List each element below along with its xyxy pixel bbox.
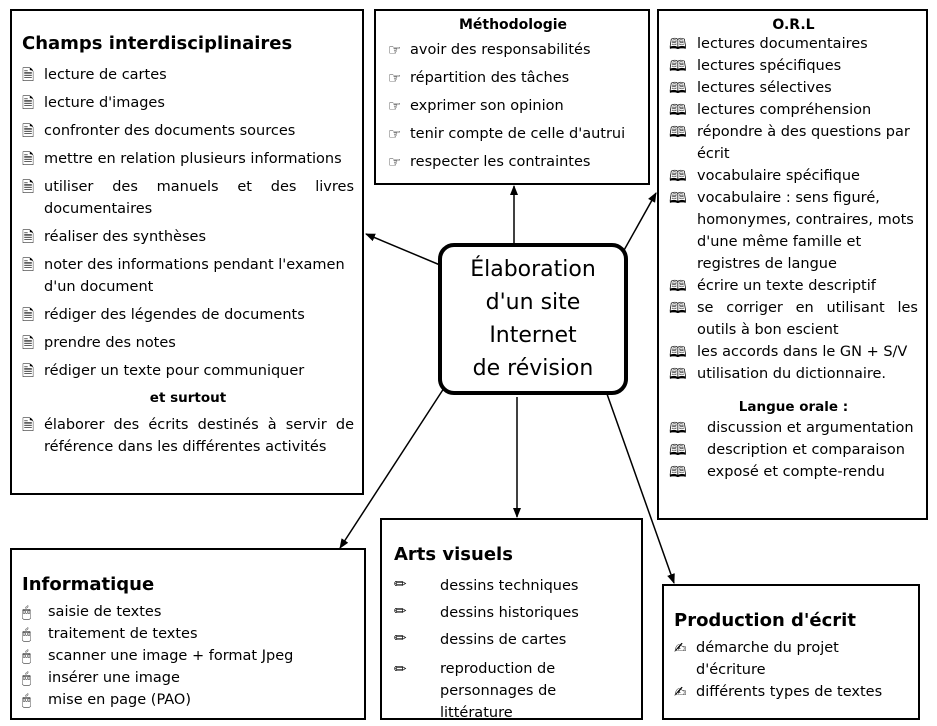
pencil-icon: ✏	[394, 660, 407, 678]
open-book-icon: 🕮	[669, 463, 687, 481]
list-item: 🕮 description et comparaison	[669, 441, 905, 459]
open-book-icon: 🕮	[669, 365, 687, 383]
pencil-icon: ✏	[394, 629, 407, 647]
prod-list	[674, 637, 910, 703]
list-item: ✏ dessins historiques	[394, 602, 579, 621]
document-icon: 🗎	[22, 178, 35, 196]
open-book-icon: 🕮	[669, 101, 687, 119]
arts-title: Arts visuels	[394, 544, 513, 565]
list-item: ✏ dessins techniques	[394, 575, 579, 594]
list-item: 🕮 lectures compréhension	[669, 101, 872, 119]
mouse-icon: 🖱	[22, 625, 32, 643]
pointing-hand-icon: ☞	[388, 69, 402, 87]
list-item: 🗎 rédiger des légendes de documents	[22, 306, 305, 324]
list-item: 🕮 écrire un texte descriptif	[669, 277, 876, 295]
list-item: 🖱 mise en page (PAO)	[22, 691, 191, 709]
arts-list	[394, 573, 631, 724]
document-icon: 🗎	[22, 122, 35, 140]
list-item: ☞ avoir des responsabilités	[388, 41, 591, 59]
open-book-icon: 🕮	[669, 419, 687, 437]
informatique-box	[10, 548, 366, 720]
pencil-icon: ✏	[394, 575, 407, 593]
open-book-icon: 🕮	[669, 35, 687, 53]
champs-extra-list	[22, 414, 354, 458]
pencil-icon: ✏	[394, 602, 407, 620]
list-item: ✍ démarche du projet d'écriture	[674, 639, 839, 678]
center-node	[438, 243, 628, 395]
methodologie-box	[374, 9, 650, 185]
list-item: 🗎 rédiger un texte pour communiquer	[22, 362, 305, 380]
pointing-hand-icon: ☞	[388, 41, 402, 59]
document-icon: 🗎	[22, 362, 35, 380]
open-book-icon: 🕮	[669, 123, 687, 141]
list-item: 🗎 élaborer des écrits destinés à servir de référence dans les différentes activités	[22, 416, 354, 455]
list-item: ✏ dessins de cartes	[394, 629, 567, 648]
list-item: 🖱 insérer une image	[22, 669, 180, 687]
open-book-icon: 🕮	[669, 57, 687, 75]
list-item: 🖱 saisie de textes	[22, 603, 162, 621]
list-item: 🕮 lectures sélectives	[669, 79, 832, 97]
mouse-icon: 🖱	[22, 691, 32, 709]
list-item: 🗎 confronter des documents sources	[22, 122, 296, 140]
list-item: 🖱 traitement de textes	[22, 625, 198, 643]
champs-subtitle: et surtout	[149, 390, 227, 406]
mouse-icon: 🖱	[22, 669, 32, 687]
metho-list	[388, 39, 638, 173]
list-item: ☞ répartition des tâches	[388, 69, 570, 87]
arrow-to-champs	[366, 234, 440, 265]
list-item: 🕮 utilisation du dictionnaire.	[669, 365, 887, 383]
list-item: 🕮 exposé et compte-rendu	[669, 463, 885, 481]
list-item: 🗎 lecture d'images	[22, 94, 165, 112]
mouse-icon: 🖱	[22, 647, 32, 665]
document-icon: 🗎	[22, 94, 35, 112]
pointing-hand-icon: ☞	[388, 125, 402, 143]
mouse-icon: 🖱	[22, 603, 32, 621]
list-item: 🕮 lectures spécifiques	[669, 57, 842, 75]
document-icon: 🗎	[22, 150, 35, 168]
list-item: 🕮 se corriger en utilisant les outils à bon escient	[669, 299, 918, 338]
open-book-icon: 🕮	[669, 343, 687, 361]
list-item: 🗎 noter des informations pendant l'examen d'un document	[22, 256, 345, 295]
open-book-icon: 🕮	[669, 167, 687, 185]
document-icon: 🗎	[22, 228, 35, 246]
champs-list	[22, 64, 354, 382]
open-book-icon: 🕮	[669, 277, 687, 295]
list-item: 🕮 discussion et argumentation	[669, 419, 914, 437]
open-book-icon: 🕮	[669, 299, 687, 317]
champs-title: Champs interdisciplinaires	[22, 33, 293, 54]
list-item: ☞ respecter les contraintes	[388, 153, 591, 171]
list-item: ☞ tenir compte de celle d'autrui	[388, 125, 626, 143]
open-book-icon: 🕮	[669, 79, 687, 97]
document-icon: 🗎	[22, 416, 35, 434]
open-book-icon: 🕮	[669, 441, 687, 459]
list-item: ✍ différents types de textes	[674, 683, 883, 701]
list-item: 🕮 répondre à des questions par écrit	[669, 123, 910, 162]
orl-list	[669, 33, 918, 385]
document-icon: 🗎	[22, 66, 35, 84]
document-icon: 🗎	[22, 256, 35, 274]
open-book-icon: 🕮	[669, 189, 687, 207]
arrow-to-orl	[623, 193, 656, 252]
list-item: 🗎 utiliser des manuels et des livres documentaires	[22, 178, 354, 217]
champs-interdisciplinaires-box	[10, 9, 364, 495]
list-item: 🕮 vocabulaire spécifique	[669, 167, 860, 185]
orl-oral-list	[669, 417, 918, 483]
list-item: ✏ reproduction de personnages de littérature	[394, 660, 557, 721]
list-item: 🕮 vocabulaire : sens figuré, homonymes, contraires, mots d'une même famille et registres de langue	[669, 189, 914, 272]
list-item: 🗎 mettre en relation plusieurs informations	[22, 150, 342, 168]
document-icon: 🗎	[22, 306, 35, 324]
orl-subtitle: Langue orale :	[738, 399, 849, 415]
info-list	[22, 601, 354, 711]
production-ecrit-box	[662, 584, 920, 720]
prod-title: Production d'écrit	[674, 610, 856, 631]
info-title: Informatique	[22, 574, 155, 595]
orl-title: O.R.L	[772, 17, 815, 33]
pointing-hand-icon: ☞	[388, 97, 402, 115]
pointing-hand-icon: ☞	[388, 153, 402, 171]
center-title: Élaboration d'un site Internet de révision	[470, 257, 596, 381]
list-item: 🕮 lectures documentaires	[669, 35, 868, 53]
document-icon: 🗎	[22, 334, 35, 352]
orl-box	[657, 9, 928, 520]
list-item: 🗎 lecture de cartes	[22, 66, 167, 84]
writing-hand-icon: ✍	[674, 683, 687, 701]
list-item: 🗎 réaliser des synthèses	[22, 228, 206, 246]
arts-visuels-box	[380, 518, 643, 720]
list-item: 🕮 les accords dans le GN + S/V	[669, 343, 908, 361]
metho-title: Méthodologie	[458, 17, 568, 33]
list-item: 🗎 prendre des notes	[22, 334, 176, 352]
writing-hand-icon: ✍	[674, 639, 687, 657]
list-item: 🖱 scanner une image + format Jpeg	[22, 647, 294, 665]
list-item: ☞ exprimer son opinion	[388, 97, 564, 115]
